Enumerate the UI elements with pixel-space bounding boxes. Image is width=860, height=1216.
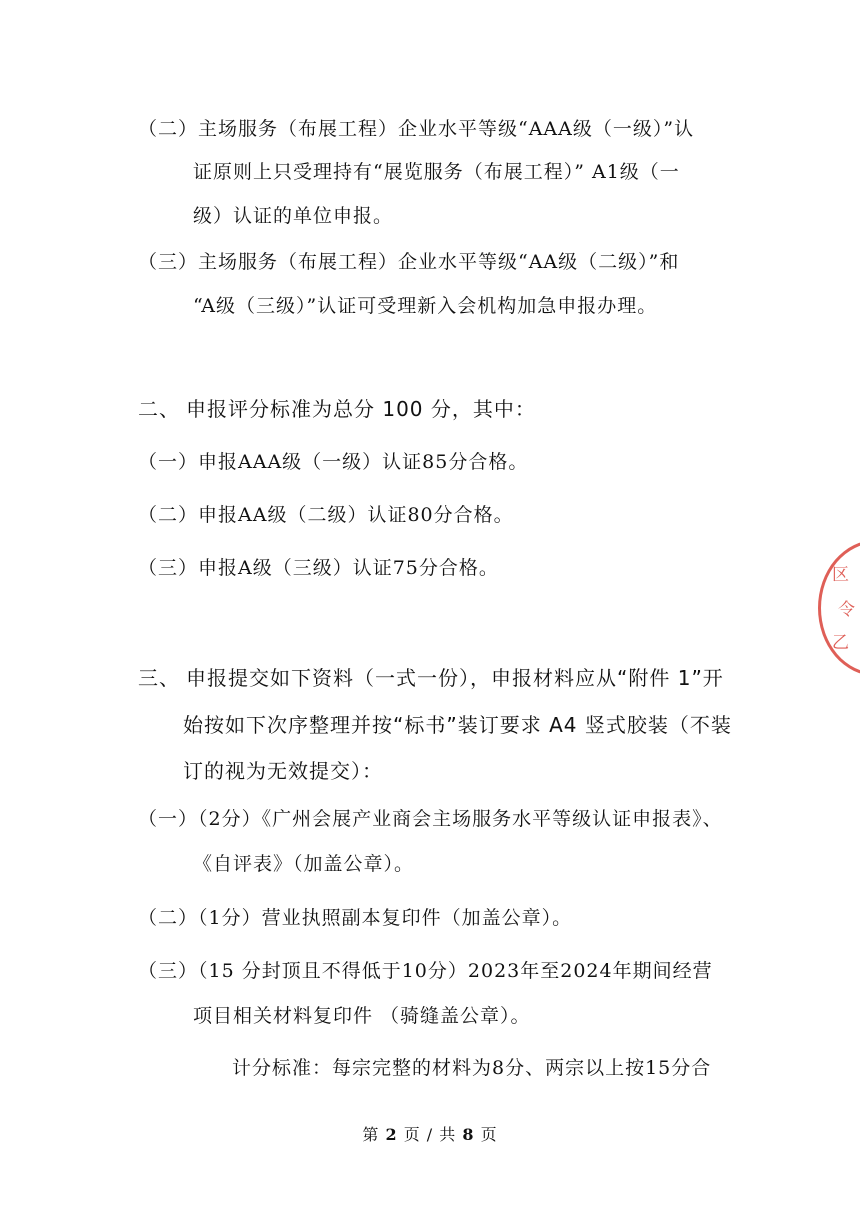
footer-prefix: 第: [362, 1125, 380, 1144]
section-3-title-line-2: 始按如下次序整理并按“标书”装订要求 A4 竖式胶装（不装: [183, 713, 732, 737]
seal-char-1: 区: [832, 565, 849, 585]
scoring-note: 计分标准：每宗完整的材料为8分、两宗以上按15分合: [232, 1057, 712, 1079]
page-footer: [0, 1124, 860, 1146]
section-2-title: 申报评分标准为总分 100 分，其中：: [186, 397, 536, 421]
section-2-heading: [138, 396, 536, 422]
footer-total-pages: 8: [462, 1125, 475, 1144]
item-1-3-line-2: “A级（三级）”认证可受理新入会机构加急申报办理。: [193, 295, 658, 317]
item-1-3-line-1: （三）主场服务（布展工程）企业水平等级“AA级（二级）”和: [138, 251, 680, 273]
seal-char-3: 乙: [832, 633, 849, 653]
item-1-2-line-3: 级）认证的单位申报。: [193, 205, 394, 227]
item-1-2-line-1: （二）主场服务（布展工程）企业水平等级“AAA级（一级）”认: [138, 118, 695, 140]
item-1-2-line-2: 证原则上只受理持有“展览服务（布展工程）” A1级（一: [193, 161, 680, 183]
section-3-number: 三、: [138, 666, 180, 690]
section-3-item-1-line-2: 《自评表》（加盖公章）。: [193, 853, 415, 875]
footer-suffix: 页: [480, 1125, 498, 1144]
section-2-number: 二、: [138, 397, 180, 421]
section-3-title-line-1: 申报提交如下资料（一式一份），申报材料应从“附件 1”开: [186, 666, 724, 690]
footer-middle: 页 / 共: [403, 1125, 457, 1144]
section-3-heading: [138, 665, 724, 691]
seal-char-2: 令: [838, 600, 855, 620]
footer-page-number: 2: [385, 1125, 398, 1144]
section-2-item-1: （一）申报AAA级（一级）认证85分合格。: [138, 451, 529, 473]
section-3-title-line-3: 订的视为无效提交）：: [183, 759, 383, 783]
section-3-item-1-line-1: （一）（2分）《广州会展产业商会主场服务水平等级认证申报表》、: [138, 808, 723, 830]
section-2-item-3: （三）申报A级（三级）认证75分合格。: [138, 557, 499, 579]
section-2-item-2: （二）申报AA级（二级）认证80分合格。: [138, 504, 514, 526]
section-3-item-2-line-1: （二）（1分）营业执照副本复印件（加盖公章）。: [138, 907, 573, 929]
section-3-item-3-line-2: 项目相关材料复印件 （骑缝盖公章）。: [193, 1005, 531, 1027]
section-3-item-3-line-1: （三）（15 分封顶且不得低于10分）2023年至2024年期间经营: [138, 960, 713, 982]
